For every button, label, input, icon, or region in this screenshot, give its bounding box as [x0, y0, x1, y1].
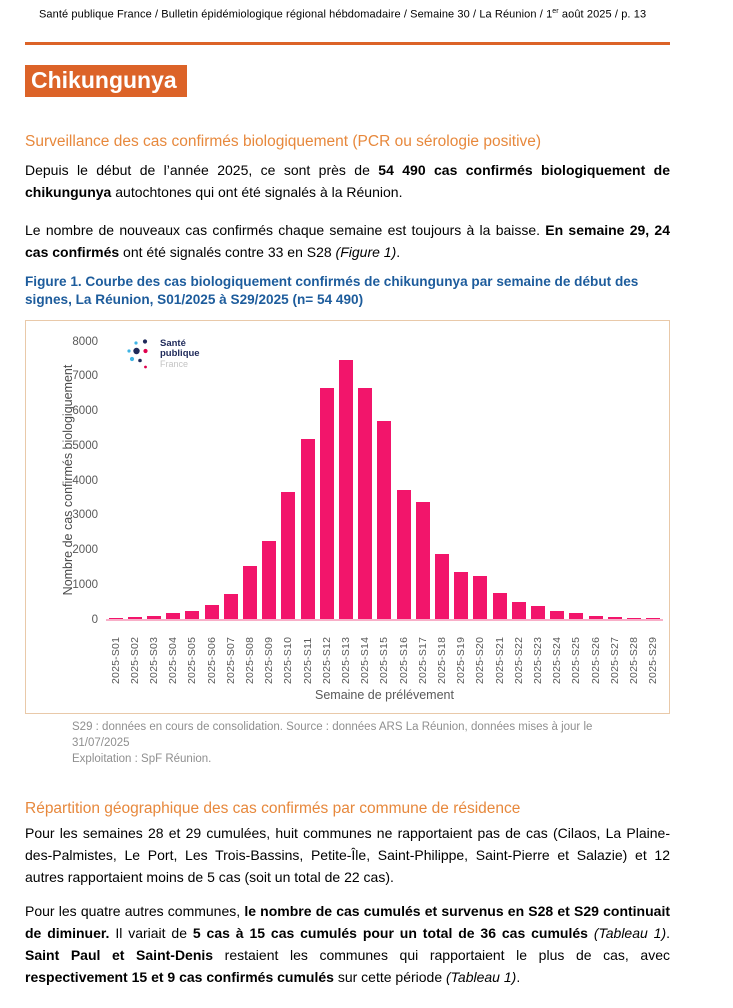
x-tick-label: 2025-S05 — [186, 636, 199, 684]
bar-slot — [509, 602, 528, 619]
bar-slot — [605, 617, 624, 619]
bar-slot — [221, 594, 240, 619]
bar-2025-S18 — [435, 554, 449, 619]
bar-2025-S12 — [320, 388, 334, 619]
x-tick-label: 2025-S14 — [359, 636, 372, 684]
x-tick-label: 2025-S26 — [589, 636, 602, 684]
bar-2025-S29 — [646, 618, 660, 619]
paragraph-surveillance-1 — [25, 159, 670, 203]
text-run: 5 cas à 15 cas cumulés pour un total de 36 cas cumulés — [192, 924, 588, 941]
y-axis-title: Nombre de cas confirmés biologiquement — [61, 364, 75, 595]
y-tick-label: 4000 — [72, 474, 98, 487]
text-run: (Tableau 1) — [446, 968, 517, 985]
x-axis-title: Semaine de prélévement — [315, 687, 454, 702]
bar-slot — [586, 616, 605, 619]
y-tick-label: 7000 — [72, 370, 98, 383]
bar-2025-S09 — [262, 541, 276, 619]
figure-caption: Figure 1. Courbe des cas biologiquement confirmés de chikungunya par semaine de début des signes, La Réunion, S01/2025 à S29/2025 (n= 54 490) — [25, 273, 639, 307]
y-tick-label: 3000 — [72, 509, 98, 522]
bar-2025-S03 — [147, 616, 161, 619]
figure-footnote — [72, 719, 652, 767]
text-run: Le nombre de nouveaux cas confirmés chaque semaine est toujours à la baisse. — [25, 221, 546, 238]
bar-2025-S08 — [243, 566, 257, 619]
bar-slot — [279, 492, 298, 619]
bar-2025-S13 — [339, 360, 353, 619]
x-tick-label: 2025-S11 — [301, 637, 314, 684]
figure-footnote-line1: S29 : données en cours de consolidation. Source : données ARS La Réunion, données mises à jour le 31/07/2025 — [72, 720, 593, 749]
figure-footnote-line2: Exploitation : SpF Réunion. — [72, 752, 212, 765]
bar-slot — [394, 490, 413, 619]
bar-2025-S23 — [531, 606, 545, 619]
header-sup: er — [552, 8, 559, 15]
bar-2025-S04 — [166, 613, 180, 619]
x-tick-label: 2025-S04 — [167, 636, 180, 684]
x-axis-labels — [106, 624, 663, 684]
text-run: Depuis le début de l’année 2025, ce sont près de — [25, 161, 379, 178]
bar-2025-S15 — [377, 421, 391, 619]
x-tick-label: 2025-S03 — [147, 636, 160, 684]
text-run: . — [396, 243, 401, 260]
y-tick-label: 1000 — [72, 578, 98, 591]
bar-slot — [471, 576, 490, 619]
x-tick-label: 2025-S23 — [531, 636, 544, 684]
bar-slot — [528, 606, 547, 619]
page-content — [0, 8, 733, 988]
text-run: restaient les communes qui rapportaient le plus de cas, avec — [213, 946, 670, 963]
text-run: En semaine 29, 24 cas confirmés — [25, 221, 670, 260]
text-run: (Tableau 1) — [593, 924, 667, 941]
x-tick-label: 2025-S08 — [243, 636, 256, 684]
y-tick-label: 5000 — [72, 439, 98, 452]
bar-slot — [490, 593, 509, 619]
x-tick-label: 2025-S13 — [339, 636, 352, 684]
section-heading-repartition: Répartition géographique des cas confirmés par commune de résidence — [25, 799, 521, 817]
bar-2025-S10 — [281, 492, 295, 619]
plot-area — [106, 337, 663, 702]
bar-2025-S02 — [128, 617, 142, 619]
bar-2025-S25 — [569, 613, 583, 619]
bar-slot — [452, 572, 471, 619]
bar-slot — [413, 502, 432, 619]
text-run: Il variait de — [109, 924, 193, 941]
x-tick-label: 2025-S28 — [627, 636, 640, 684]
text-run: le nombre de cas cumulés et survenus en S28 et S29 continuait de diminuer. — [25, 902, 670, 941]
page — [0, 8, 733, 1008]
bar-slot — [375, 421, 394, 619]
bar-slot — [567, 613, 586, 619]
x-tick-label: 2025-S19 — [455, 636, 468, 684]
x-tick-label: 2025-S15 — [378, 636, 391, 684]
text-run: . — [666, 924, 670, 941]
document-header — [39, 8, 670, 21]
x-tick-label: 2025-S09 — [263, 636, 276, 684]
x-tick-label: 2025-S20 — [474, 636, 487, 684]
bar-slot — [125, 617, 144, 619]
bar-slot — [548, 611, 567, 619]
x-tick-label: 2025-S16 — [397, 636, 410, 684]
y-tick-label: 0 — [91, 613, 98, 626]
bar-slot — [164, 613, 183, 619]
y-tick-label: 6000 — [72, 405, 98, 418]
bar-2025-S24 — [550, 611, 564, 619]
text-run: respectivement 15 et 9 cas confirmés cumulés — [25, 968, 334, 985]
bar-slot — [432, 554, 451, 619]
text-run: sur cette période — [333, 968, 446, 985]
bar-slot — [106, 618, 125, 619]
bar-2025-S27 — [608, 617, 622, 619]
orange-divider — [25, 42, 670, 45]
paragraph-surveillance-2 — [25, 219, 670, 263]
x-tick-label: 2025-S10 — [282, 636, 295, 684]
bar-2025-S14 — [358, 388, 372, 619]
spf-logo-line3: France — [160, 358, 189, 369]
text-run: Pour les quatre autres communes, — [25, 902, 245, 919]
figure-panel — [25, 320, 670, 714]
bar-2025-S19 — [454, 572, 468, 619]
bar-2025-S17 — [416, 502, 430, 619]
spf-logo-line2: publique — [160, 347, 200, 359]
bar-slot — [644, 618, 663, 619]
x-tick-label: 2025-S21 — [493, 636, 506, 684]
x-tick-label: 2025-S06 — [205, 636, 218, 684]
x-tick-label: 2025-S25 — [570, 636, 583, 684]
bar-2025-S06 — [205, 605, 219, 619]
text-run: . — [516, 968, 521, 985]
header-text-post: août 2025 / p. 13 — [558, 8, 647, 21]
x-tick-label: 2025-S17 — [416, 636, 429, 684]
x-tick-label: 2025-S29 — [647, 636, 660, 684]
text-run: Saint Paul et Saint-Denis — [25, 946, 214, 963]
spf-logo-line1: Santé — [160, 337, 186, 349]
bar-slot — [183, 611, 202, 619]
header-text-pre: Santé publique France / Bulletin épidémiologique régional hébdomadaire / Semaine 30 / La Réunion / 1 — [39, 8, 553, 21]
y-tick-label: 2000 — [72, 544, 98, 557]
bar-2025-S22 — [512, 602, 526, 619]
bar-2025-S05 — [185, 611, 199, 619]
section-heading-surveillance: Surveillance des cas confirmés biologiquement (PCR ou sérologie positive) — [25, 132, 542, 150]
x-tick-label: 2025-S24 — [551, 636, 564, 684]
bar-slot — [317, 388, 336, 619]
text-run: 54 490 cas confirmés biologiquement de chikungunya — [25, 161, 671, 200]
x-tick-label: 2025-S12 — [320, 636, 333, 684]
bar-slot — [260, 541, 279, 619]
bar-2025-S01 — [109, 618, 123, 619]
x-tick-label: 2025-S01 — [109, 636, 122, 684]
bars-row — [106, 337, 663, 621]
paragraph-repartition-2 — [25, 900, 670, 988]
bar-2025-S07 — [224, 594, 238, 619]
bar-slot — [336, 360, 355, 619]
x-tick-label: 2025-S18 — [435, 636, 448, 684]
bar-slot — [202, 605, 221, 619]
text-run: (Figure 1) — [335, 243, 397, 260]
bar-slot — [356, 388, 375, 619]
text-run: autochtones qui ont été signalés à la Réunion. — [111, 183, 403, 200]
y-tick-label: 8000 — [72, 335, 98, 348]
bar-2025-S11 — [301, 439, 315, 619]
paragraph-repartition-1: Pour les semaines 28 et 29 cumulées, huit communes ne rapportaient pas de cas (Cilaos, La Plaine-des-Palmistes, Le Port, Les Trois-Bassins, Petite-Île, Saint-Philippe, Saint-Pierre et Salazie) et 12 autres rapportaient moins de 5 cas (soit un total de 22 cas). — [25, 824, 670, 885]
bar-2025-S16 — [397, 490, 411, 619]
bar-slot — [624, 618, 643, 619]
bar-2025-S28 — [627, 618, 641, 619]
page-title: Chikungunya — [25, 65, 187, 97]
x-tick-label: 2025-S07 — [224, 636, 237, 684]
text-run: ont été signalés contre 33 en S28 — [119, 243, 336, 260]
bar-slot — [240, 566, 259, 619]
bar-2025-S26 — [589, 616, 603, 619]
x-tick-label: 2025-S27 — [608, 636, 621, 684]
bar-slot — [144, 616, 163, 619]
bar-2025-S21 — [493, 593, 507, 619]
bar-2025-S20 — [473, 576, 487, 619]
x-tick-label: 2025-S22 — [512, 636, 525, 684]
y-axis-ticks — [26, 335, 98, 626]
bar-slot — [298, 439, 317, 619]
x-tick-label: 2025-S02 — [128, 636, 141, 684]
